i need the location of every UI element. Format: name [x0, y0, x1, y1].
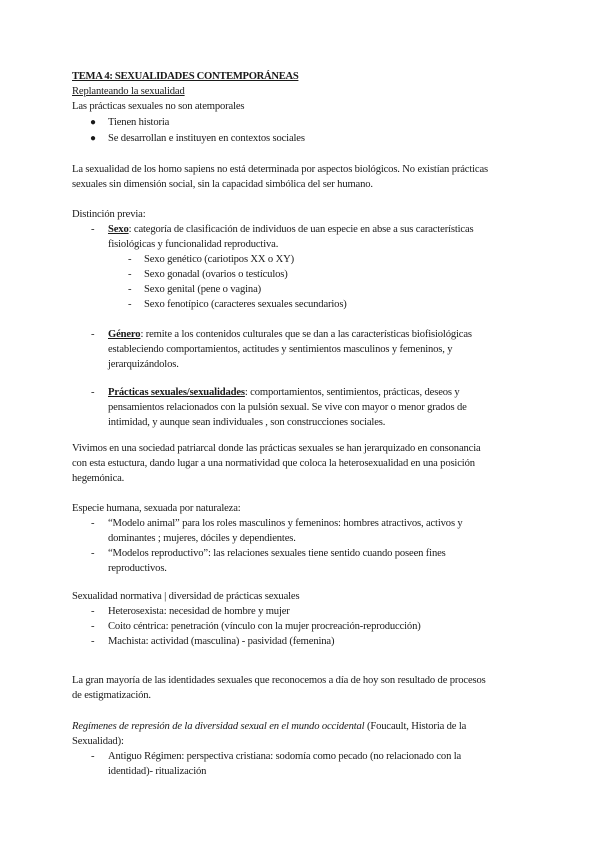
citation-text: (Foucault, Historia de la [364, 721, 467, 732]
list-item: Machista: actividad (masculina) - pasividad (femenina) [108, 636, 335, 647]
dash-marker: - [128, 299, 132, 310]
paragraph-line: Vivimos en una sociedad patriarcal donde las prácticas sexuales se han jerarquizado en consonancia [72, 443, 481, 454]
paragraph-line: sexuales sin dimensión social, sin la capacidad simbólica del ser humano. [72, 179, 373, 190]
list-item: “Modelo animal” para los roles masculinos y femeninos: hombres atractivos, activos y [108, 518, 463, 529]
dash-marker: - [91, 636, 95, 647]
sub-item: Sexo genital (pene o vagina) [144, 284, 261, 295]
dash-marker: - [91, 621, 95, 632]
sub-item: Sexo fenotípico (caracteres sexuales secundarios) [144, 299, 347, 310]
definition-text: pensamientos relacionados con la pulsión sexual. Se vive con mayor o menor grados de [108, 402, 467, 413]
definition-genero [108, 328, 472, 341]
list-item: reproductivos. [108, 563, 167, 574]
dash-marker: - [91, 751, 95, 762]
bullet-item: Se desarrollan e instituyen en contextos sociales [108, 133, 305, 144]
regimenes-heading [72, 720, 466, 733]
sub-item: Sexo gonadal (ovarios o testículos) [144, 269, 288, 280]
term-practicas: Prácticas sexuales/sexualidades [108, 387, 245, 398]
dash-marker: - [128, 254, 132, 265]
dash-marker: - [91, 518, 95, 529]
definition-text: intimidad, y aunque sean individuales , son construcciones sociales. [108, 417, 386, 428]
section-heading-especie: Especie humana, sexuada por naturaleza: [72, 503, 241, 514]
section-heading-normativa: Sexualidad normativa | diversidad de prácticas sexuales [72, 591, 300, 602]
section-heading-distincion: Distinción previa: [72, 209, 146, 220]
definition-text: fisiológicas y funcionalidad reproductiva. [108, 239, 279, 250]
sub-item: Sexo genético (cariotipos XX o XY) [144, 254, 294, 265]
definition-text: : comportamientos, sentimientos, prácticas, deseos y [244, 387, 460, 398]
term-genero: Género [108, 329, 141, 340]
definition-text: estableciendo comportamientos, actitudes y sentimientos masculinos y femeninos, y [108, 344, 453, 355]
section-heading-replanteando: Replanteando la sexualidad [72, 86, 185, 97]
list-item: Antiguo Régimen: perspectiva cristiana: sodomía como pecado (no relacionado con la [108, 751, 462, 762]
dash-marker: - [91, 329, 95, 340]
dash-marker: - [91, 387, 95, 398]
paragraph-line: hegemónica. [72, 473, 125, 484]
paragraph-line: con esta estuctura, dando lugar a una normatividad que coloca la heterosexualidad en una posición [72, 458, 475, 469]
definition-sexo [108, 223, 474, 236]
bullet-icon: ● [90, 133, 97, 144]
definition-text: jerarquizándolos. [108, 359, 179, 370]
definition-text: : categoría de clasificación de individuos de uan especie en abse a sus características [128, 224, 474, 235]
list-item: Coito céntrica: penetración (vínculo con la mujer procreación-reproducción) [108, 621, 421, 632]
definition-practicas [108, 386, 460, 399]
dash-marker: - [91, 548, 95, 559]
list-item: “Modelos reproductivo”: las relaciones sexuales tiene sentido cuando poseen fines [108, 548, 446, 559]
list-item: identidad)- ritualización [108, 766, 207, 777]
paragraph-line: de estigmatización. [72, 690, 151, 701]
term-sexo: Sexo [108, 224, 129, 235]
definition-text: : remite a los contenidos culturales que se dan a las características biofisiológicas [140, 329, 472, 340]
paragraph-line: Las prácticas sexuales no son atemporales [72, 101, 245, 112]
regimenes-title: Regímenes de represión de la diversidad sexual en el mundo occidental [72, 721, 365, 732]
bullet-item: Tienen historia [108, 117, 170, 128]
dash-marker: - [128, 269, 132, 280]
bullet-icon: ● [90, 117, 97, 128]
citation-text: Sexualidad): [72, 736, 124, 747]
paragraph-line: La gran mayoría de las identidades sexuales que reconocemos a día de hoy son resultado de procesos [72, 675, 486, 686]
list-item: Heterosexista: necesidad de hombre y mujer [108, 606, 290, 617]
dash-marker: - [91, 224, 95, 235]
document-title: TEMA 4: SEXUALIDADES CONTEMPORÁNEAS [72, 71, 299, 82]
dash-marker: - [128, 284, 132, 295]
dash-marker: - [91, 606, 95, 617]
list-item: dominantes ; mujeres, dóciles y dependientes. [108, 533, 296, 544]
paragraph-line: La sexualidad de los homo sapiens no está determinada por aspectos biológicos. No existían prácticas [72, 164, 488, 175]
